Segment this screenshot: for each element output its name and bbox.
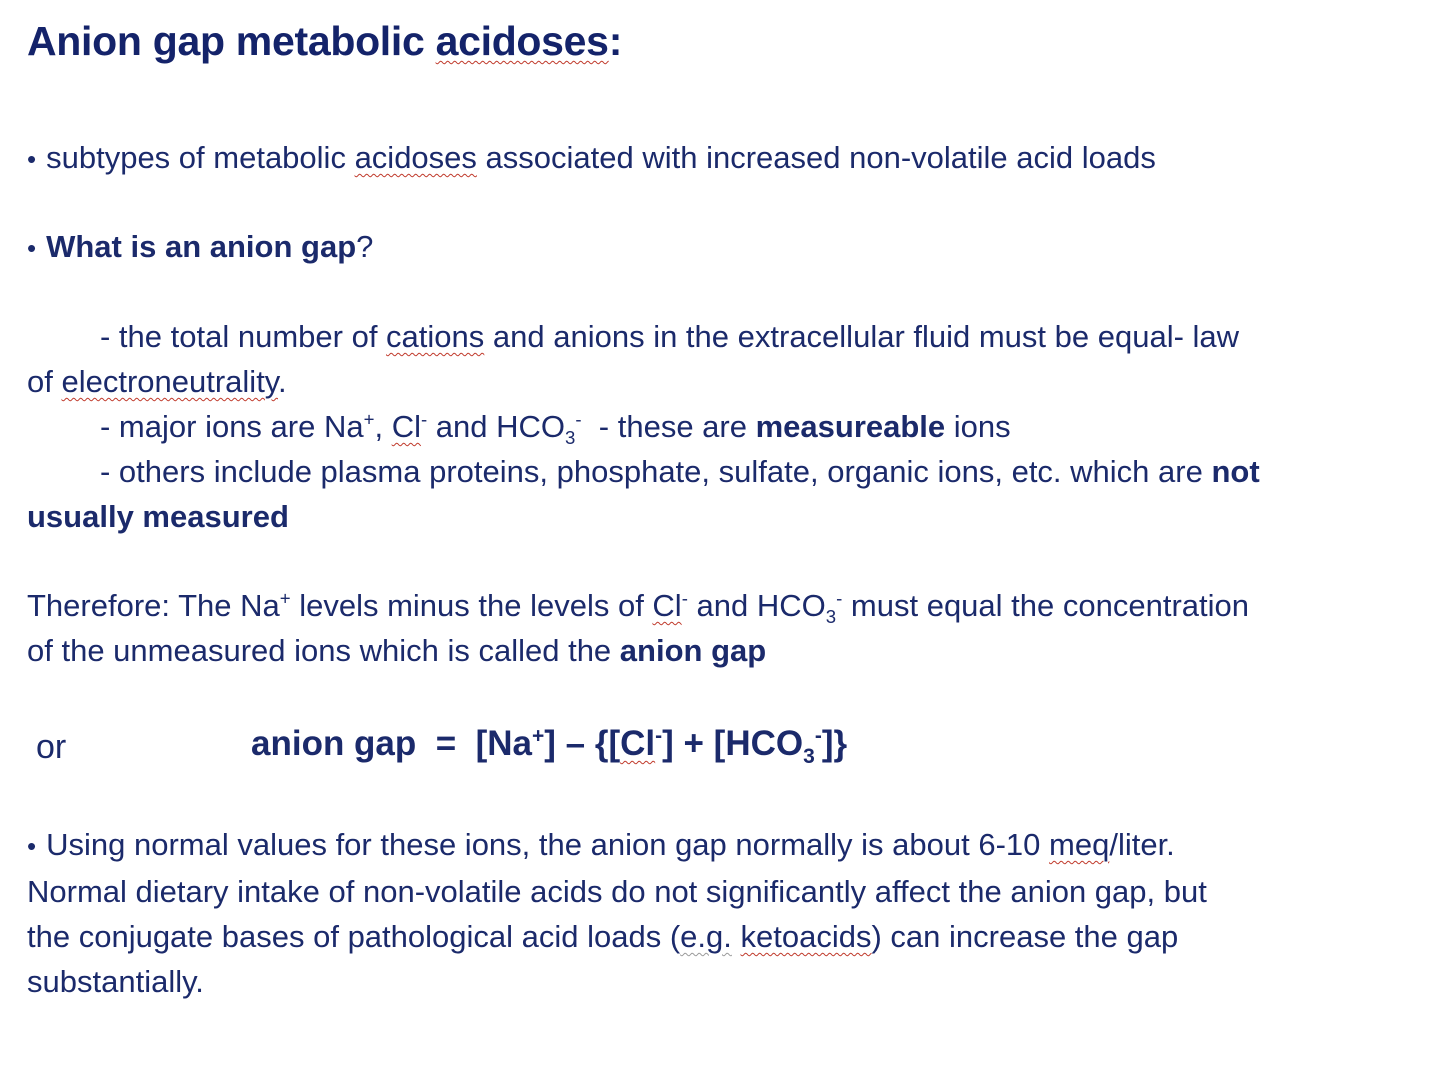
not-text: not [1211, 454, 1260, 489]
hco3-charge: - [575, 408, 582, 430]
subtypes-text-end: associated with increased non-volatile acid loads [476, 140, 1156, 175]
title-colon: : [608, 18, 623, 64]
normal-line-3-text: the conjugate bases of pathological acid loads ( [27, 919, 681, 954]
cations-spellcheck-word: cations [386, 319, 485, 354]
or-label: or [36, 728, 67, 766]
major-ions-text: - major ions are Na [100, 409, 364, 444]
na-charge: + [279, 587, 291, 609]
line-other-ions [27, 449, 1260, 494]
subtypes-spellcheck-word: acidoses [354, 140, 477, 175]
formula-hco3: ] + [HCO [662, 724, 804, 763]
major-ions-dash: - these are [581, 409, 756, 444]
therefore-text-mid: levels minus the levels of [290, 588, 653, 623]
normal-text-unit: /liter. [1109, 827, 1175, 862]
eg-grammar-word: e.g. [680, 919, 732, 954]
normal-line-1 [27, 827, 1175, 862]
cl-spellcheck-word: Cl [391, 409, 421, 444]
normal-line-3-end: ) can increase the gap [871, 919, 1179, 954]
formula-mid: ] – {[ [544, 724, 621, 763]
line-electro-period: . [278, 364, 287, 399]
meq-spellcheck-word: meq [1049, 827, 1110, 862]
anion-gap-formula [251, 724, 848, 768]
therefore-line-2-text: of the unmeasured ions which is called the [27, 633, 620, 668]
line-total-text: - the total number of [100, 319, 387, 354]
question-text: What is an anion gap [46, 229, 357, 264]
therefore-text-end: must equal the concentration [842, 588, 1249, 623]
bullet-icon: • [27, 233, 37, 263]
formula-lhs: anion gap = [Na [251, 724, 533, 763]
measureable-text: measureable [755, 409, 946, 444]
normal-line-3 [27, 919, 1178, 954]
title-text: Anion gap metabolic [27, 18, 436, 64]
line-electroneutrality [27, 364, 287, 399]
major-ions-comma: , [374, 409, 392, 444]
normal-line-3-space [732, 919, 741, 954]
bullet-icon: • [27, 144, 37, 174]
subtypes-text: subtypes of metabolic [46, 140, 355, 175]
hco3-subscript: 3 [825, 606, 837, 628]
na-charge: + [363, 408, 375, 430]
electroneutrality-spellcheck-word: electroneutrality [61, 364, 278, 399]
paragraph-normal-values [27, 822, 1417, 1004]
bullet-icon: • [27, 831, 37, 861]
other-ions-text: - others include plasma proteins, phosphate, sulfate, organic ions, etc. which are [100, 454, 1212, 489]
cl-charge: - [655, 724, 663, 748]
formula-end: ]} [821, 724, 848, 763]
normal-line-4: substantially. [27, 964, 204, 999]
hco3-subscript: 3 [803, 745, 815, 768]
normal-text: Using normal values for these ions, the anion gap normally is about 6-10 [46, 827, 1050, 862]
therefore-text: Therefore: The Na [27, 588, 280, 623]
cl-charge: - [681, 587, 688, 609]
hco3-subscript: 3 [565, 427, 576, 449]
normal-line-2: Normal dietary intake of non-volatile acids do not significantly affect the anion gap, but [27, 874, 1207, 909]
anion-gap-bold: anion gap [619, 633, 767, 668]
paragraph-therefore [27, 583, 1417, 673]
cl-spellcheck-word: Cl [652, 588, 682, 623]
therefore-line-2 [27, 633, 766, 668]
line-total-ions [27, 314, 1239, 359]
title-spellcheck-word: acidoses [435, 18, 609, 64]
major-ions-end: ions [945, 409, 1011, 444]
line-total-text-end: and anions in the extracellular fluid must be equal- law [484, 319, 1240, 354]
page-title [27, 18, 622, 65]
question-mark: ? [356, 229, 374, 264]
major-ions-and: and HCO [427, 409, 566, 444]
cl-charge: - [420, 408, 428, 430]
hco3-charge: - [836, 587, 843, 609]
therefore-hco3: and HCO [687, 588, 826, 623]
usually-measured-text: usually measured [27, 499, 289, 534]
therefore-line-1 [27, 587, 1249, 628]
line-electro-text: of [27, 364, 62, 399]
ketoacids-spellcheck-word: ketoacids [740, 919, 872, 954]
line-major-ions [27, 404, 1011, 449]
paragraph-electroneutrality [27, 314, 1417, 539]
hco3-charge: - [814, 724, 822, 748]
cl-spellcheck-word: Cl [620, 724, 656, 763]
bullet-subtypes [27, 135, 1417, 182]
na-charge: + [532, 724, 545, 748]
bullet-question [27, 224, 1417, 271]
